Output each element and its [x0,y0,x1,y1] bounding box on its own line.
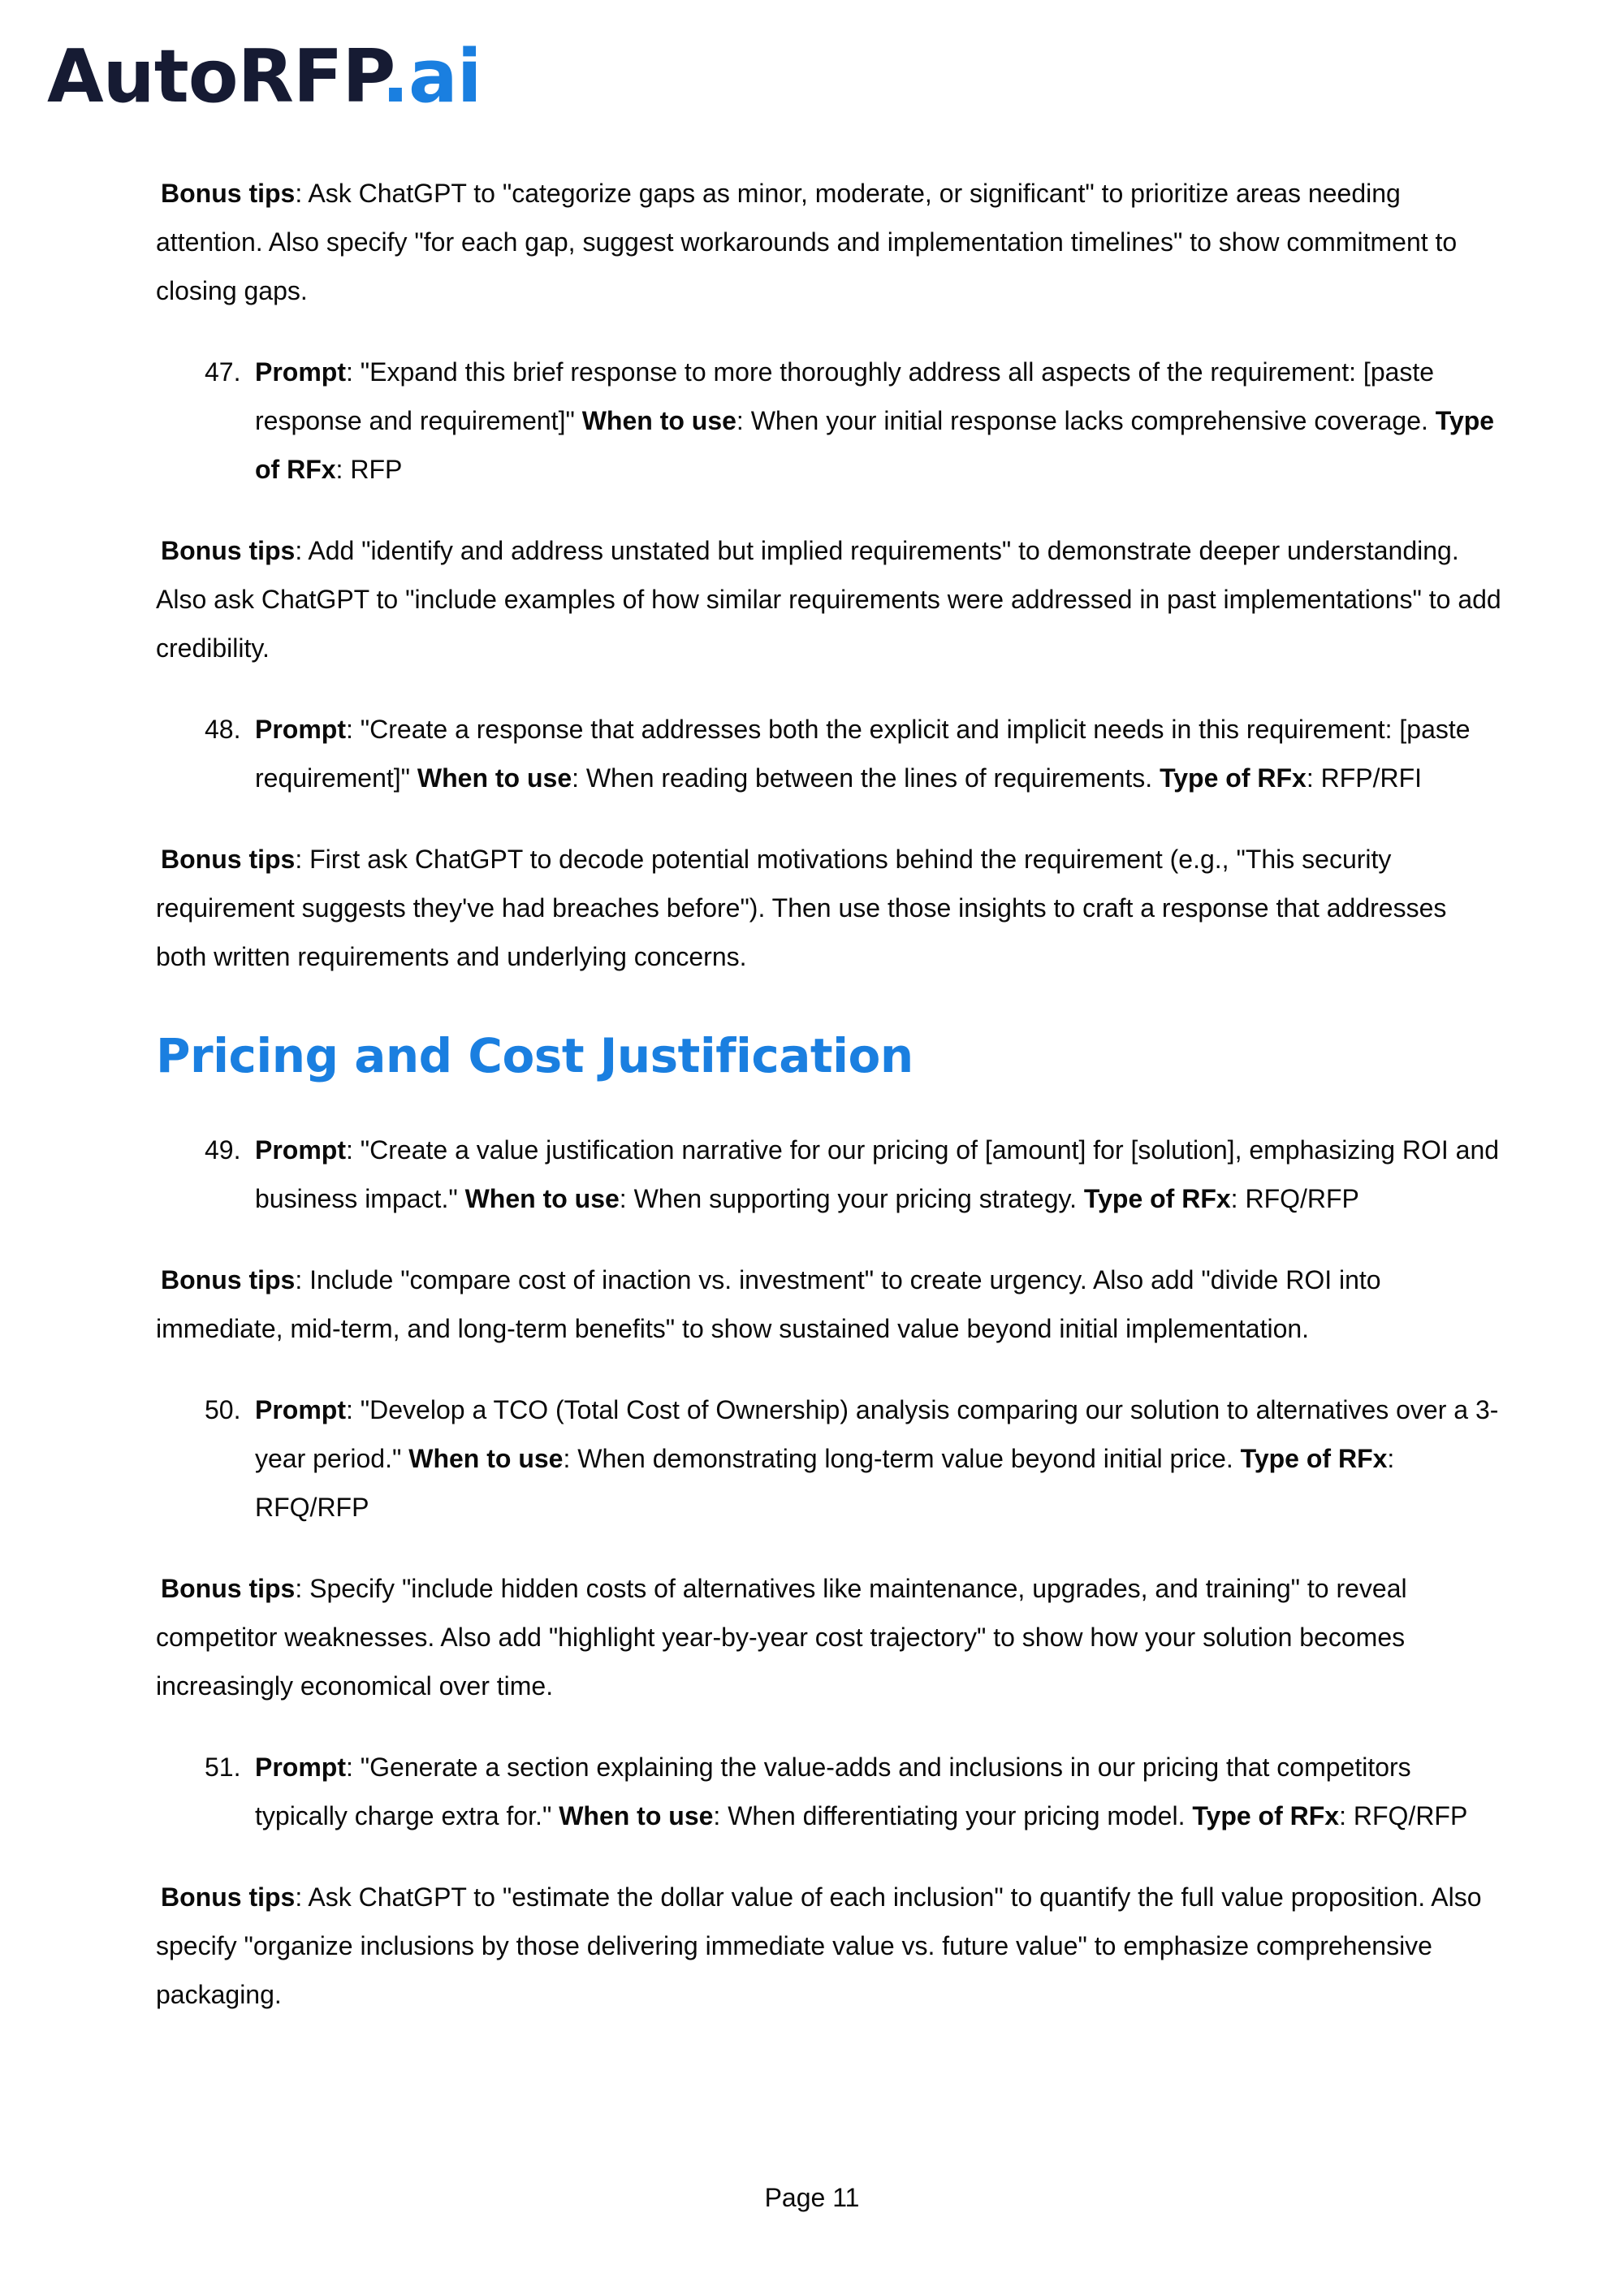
prompt-item-49 [156,1126,1504,1223]
bonus-tip-label: Bonus tips [161,845,296,874]
prompt-text: : "Create a response that addresses both the explicit and implicit needs in this requirement: [paste requirement]" [255,715,1471,793]
page-number: Page 11 [764,2183,860,2212]
logo-brand: AutoRFP [47,34,382,119]
bonus-tip-label: Bonus tips [161,536,296,565]
prompt-text: : "Expand this brief response to more thoroughly address all aspects of the requirement: [paste response and requirement]" [255,357,1435,435]
when-label: When to use [581,406,736,435]
type-label: Type of RFx [1192,1801,1340,1830]
bonus-tip-text: : First ask ChatGPT to decode potential motivations behind the requirement (e.g., "This security requirement suggests they've had breaches before"). Then use those insights to craft a response that addresses both written requirements and underlying concerns. [156,845,1447,971]
when-label: When to use [559,1801,714,1830]
when-text: : When demonstrating long-term value beyond initial price. [563,1444,1241,1473]
bonus-tip-49 [156,1256,1504,1353]
bonus-tip-47 [156,526,1504,672]
type-text: : RFQ/RFP [1339,1801,1468,1830]
when-text: : When supporting your pricing strategy. [619,1184,1084,1213]
item-number: 48. [205,715,241,744]
bonus-tip-text: : Add "identify and address unstated but implied requirements" to demonstrate deeper understanding. Also ask ChatGPT to "include examples of how similar requirements were addressed in past implementations" to add credibility. [156,536,1501,663]
bonus-tip-text: : Ask ChatGPT to "categorize gaps as minor, moderate, or significant" to prioritize areas needing attention. Also specify "for each gap, suggest workarounds and implementation timelines" to show commitment to closing gaps. [156,179,1458,305]
section-heading-pricing: Pricing and Cost Justification [156,1028,914,1083]
prompt-label: Prompt [255,1395,346,1424]
prompt-text: : "Create a value justification narrative for our pricing of [amount] for [solution], emphasizing ROI and business impact." [255,1135,1500,1213]
bonus-tip-48 [156,835,1504,981]
autorfp-logo [47,32,482,122]
page-content [156,169,1504,2019]
bonus-tip-text: : Specify "include hidden costs of alternatives like maintenance, upgrades, and training" to reveal competitor weaknesses. Also add "highlight year-by-year cost trajectory" to show how your solution becomes increasingly economical over time. [156,1574,1407,1701]
item-number: 50. [205,1395,241,1424]
when-text: : When reading between the lines of requirements. [572,763,1160,793]
prompt-item-50 [156,1385,1504,1532]
logo-extension: .ai [381,34,482,119]
prompt-label: Prompt [255,1135,346,1165]
type-text: : RFP/RFI [1306,763,1423,793]
bonus-tip-50 [156,1564,1504,1710]
prompt-item-51 [156,1743,1504,1840]
bonus-tip-46 [156,169,1504,315]
type-label: Type of RFx [1240,1444,1388,1473]
type-label: Type of RFx [1160,763,1307,793]
type-label: Type of RFx [255,406,1495,484]
item-number: 49. [205,1135,241,1165]
prompt-item-47 [156,348,1504,494]
bonus-tip-text: : Include "compare cost of inaction vs. investment" to create urgency. Also add "divide ROI into immediate, mid-term, and long-term benefits" to show sustained value beyond initial implementation. [156,1265,1381,1343]
type-text: : RFQ/RFP [255,1444,1395,1522]
prompt-text: : "Generate a section explaining the value-adds and inclusions in our pricing that competitors typically charge extra for." [255,1753,1411,1830]
bonus-tip-label: Bonus tips [161,179,296,208]
prompt-label: Prompt [255,357,346,387]
bonus-tip-51 [156,1873,1504,2019]
prompt-text: : "Develop a TCO (Total Cost of Ownership) analysis comparing our solution to alternatives over a 3-year period." [255,1395,1499,1473]
bonus-tip-text: : Ask ChatGPT to "estimate the dollar value of each inclusion" to quantify the full value proposition. Also specify "organize inclusions by those delivering immediate value vs. future value" to emphasize comprehensive packaging. [156,1882,1482,2009]
type-text: : RFP [335,455,403,484]
type-text: : RFQ/RFP [1230,1184,1359,1213]
when-text: : When your initial response lacks comprehensive coverage. [736,406,1436,435]
bonus-tip-label: Bonus tips [161,1574,296,1603]
when-label: When to use [417,763,572,793]
when-text: : When differentiating your pricing model. [713,1801,1193,1830]
prompt-label: Prompt [255,1753,346,1782]
bonus-tip-label: Bonus tips [161,1265,296,1294]
when-label: When to use [464,1184,620,1213]
when-label: When to use [408,1444,564,1473]
bonus-tip-label: Bonus tips [161,1882,296,1912]
prompt-item-48 [156,705,1504,802]
type-label: Type of RFx [1083,1184,1231,1213]
prompt-label: Prompt [255,715,346,744]
item-number: 51. [205,1753,241,1782]
item-number: 47. [205,357,241,387]
